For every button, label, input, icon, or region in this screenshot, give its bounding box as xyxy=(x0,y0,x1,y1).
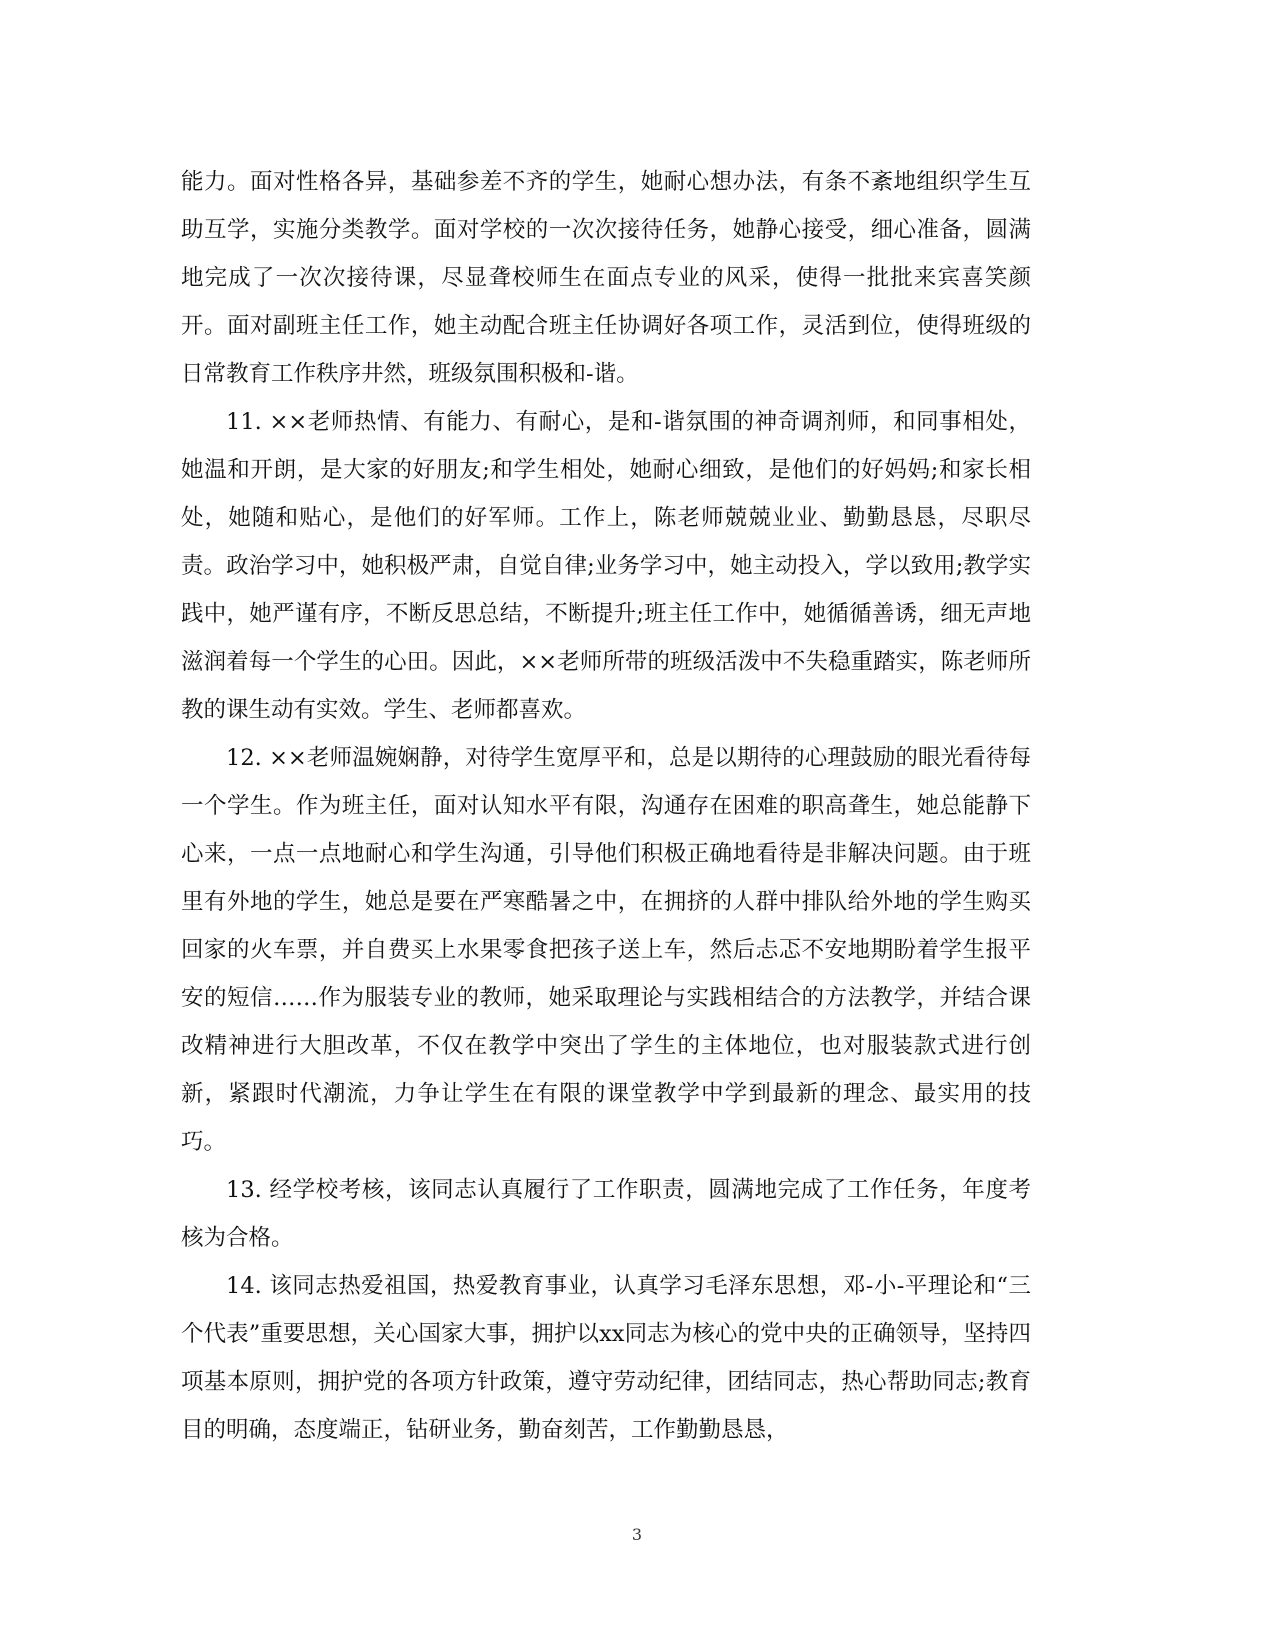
paragraph-item-12: 12. ××老师温婉娴静，对待学生宽厚平和，总是以期待的心理鼓励的眼光看待每一个学生。作为班主任，面对认知水平有限，沟通存在困难的职高聋生，她总能静下心来，一点一点地耐心和学生沟通，引导他们积极正确地看待是非解决问题。由于班里有外地的学生，她总是要在严寒酷暑之中，在拥挤的人群中排队给外地的学生购买回家的火车票，并自费买上水果零食把孩子送上车，然后忐忑不安地期盼着学生报平安的短信……作为服装专业的教师，她采取理论与实践相结合的方法教学，并结合课改精神进行大胆改革，不仅在教学中突出了学生的主体地位，也对服装款式进行创新，紧跟时代潮流，力争让学生在有限的课堂教学中学到最新的理念、最实用的技巧。 xyxy=(181,745,1031,1155)
paragraph-item-11: 11. ××老师热情、有能力、有耐心，是和-谐氛围的神奇调剂师，和同事相处，她温和开朗，是大家的好朋友;和学生相处，她耐心细致，是他们的好妈妈;和家长相处，她随和贴心，是他们的好军师。工作上，陈老师兢兢业业、勤勤恳恳，尽职尽责。政治学习中，她积极严肃，自觉自律;业务学习中，她主动投入，学以致用;教学实践中，她严谨有序，不断反思总结，不断提升;班主任工作中，她循循善诱，细无声地滋润着每一个学生的心田。因此，××老师所带的班级活泼中不失稳重踏实，陈老师所教的课生动有实效。学生、老师都喜欢。 xyxy=(181,409,1031,723)
page-number: 3 xyxy=(631,1525,643,1544)
body-text xyxy=(181,158,1031,1454)
paragraph-item-14: 14. 该同志热爱祖国，热爱教育事业，认真学习毛泽东思想，邓-小-平理论和“三个代表”重要思想，关心国家大事，拥护以xx同志为核心的党中央的正确领导，坚持四项基本原则，拥护党的各项方针政策，遵守劳动纪律，团结同志，热心帮助同志;教育目的明确，态度端正，钻研业务，勤奋刻苦，工作勤勤恳恳， xyxy=(181,1273,1031,1443)
paragraph-continuation: 能力。面对性格各异，基础参差不齐的学生，她耐心想办法，有条不紊地组织学生互助互学，实施分类教学。面对学校的一次次接待任务，她静心接受，细心准备，圆满地完成了一次次接待课，尽显聋校师生在面点专业的风采，使得一批批来宾喜笑颜开。面对副班主任工作，她主动配合班主任协调好各项工作，灵活到位，使得班级的日常教育工作秩序井然，班级氛围积极和-谐。 xyxy=(181,169,1031,387)
paragraph-item-13: 13. 经学校考核，该同志认真履行了工作职责，圆满地完成了工作任务，年度考核为合格。 xyxy=(181,1177,1031,1251)
